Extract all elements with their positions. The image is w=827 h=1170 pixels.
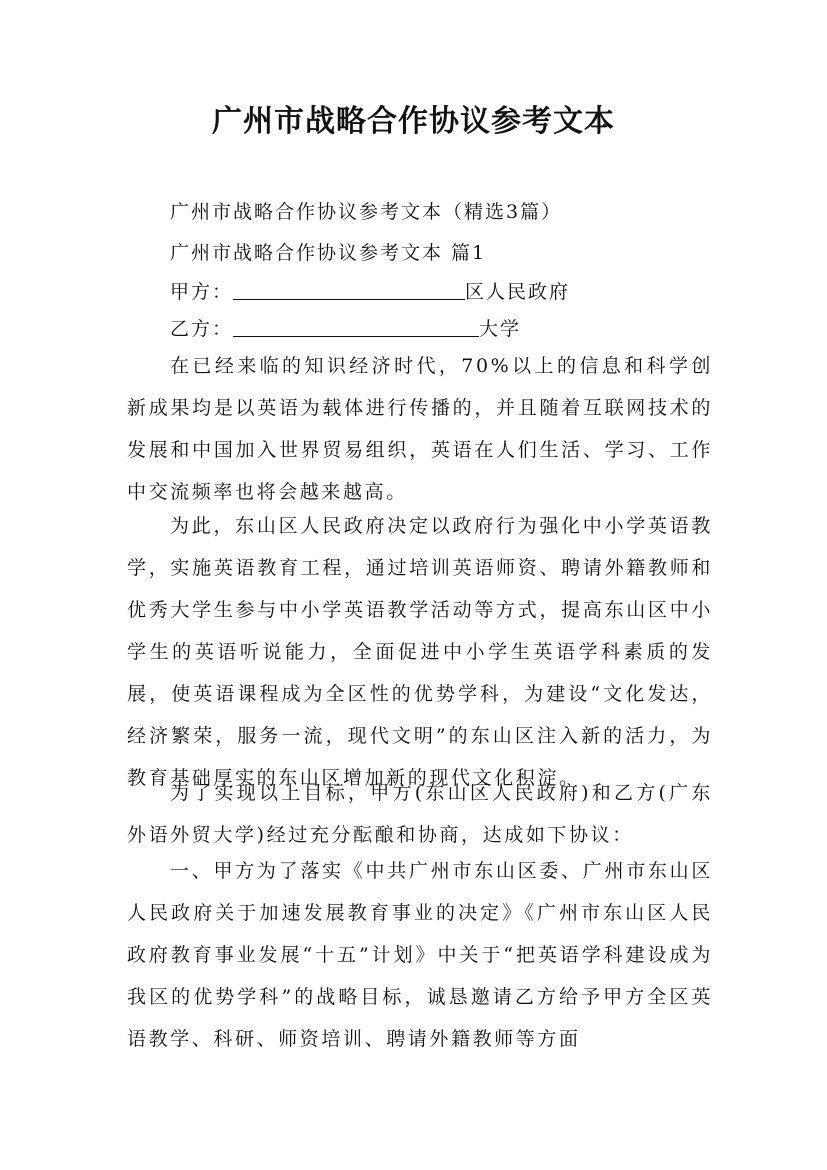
party-a-blank: [233, 281, 465, 300]
paragraph: 为了实现以上目标，甲方(东山区人民政府)和乙方(广东外语外贸大学)经过充分酝酿和协商，达成如下协议：: [127, 782, 713, 846]
paragraph: 在已经来临的知识经济时代，70%以上的信息和科学创新成果均是以英语为载体进行传播的，并且随着互联网技术的发展和中国加入世界贸易组织，英语在人们生活、学习、工作中交流频率也将会越来越高。: [127, 355, 713, 503]
paragraph: 一、甲方为了落实《中共广州市东山区委、广州市东山区人民政府关于加速发展教育事业的决定》《广州市东山区人民政府教育事业发展“十五”计划》中关于“把英语学科建设成为我区的优势学科”的战略目标，诚恳邀请乙方给予甲方全区英语教学、科研、师资培训、聘请外籍教师等方面: [127, 860, 713, 1050]
part-heading: 广州市战略合作协议参考文本 篇1: [170, 242, 487, 264]
document-title: 广州市战略合作协议参考文本: [212, 104, 615, 139]
party-a-label: 甲方：: [170, 281, 234, 303]
party-b-blank: [233, 318, 479, 337]
party-a-line: [170, 280, 570, 304]
document-subtitle: 广州市战略合作协议参考文本（精选3篇）: [170, 201, 563, 223]
party-b-line: [170, 317, 521, 341]
paragraph: 为此，东山区人民政府决定以政府行为强化中小学英语教学，实施英语教育工程，通过培训英语师资、聘请外籍教师和优秀大学生参与中小学英语教学活动等方式，提高东山区中小学生的英语听说能力，全面促进中小学生英语学科素质的发展，使英语课程成为全区性的优势学科，为建设“文化发达，经济繁荣，服务一流，现代文明”的东山区注入新的活力，为教育基础厚实的东山区增加新的现代文化积淀。: [127, 515, 713, 789]
party-a-suffix: 区人民政府: [465, 281, 571, 303]
party-b-label: 乙方：: [170, 318, 234, 340]
party-b-suffix: 大学: [479, 318, 522, 340]
